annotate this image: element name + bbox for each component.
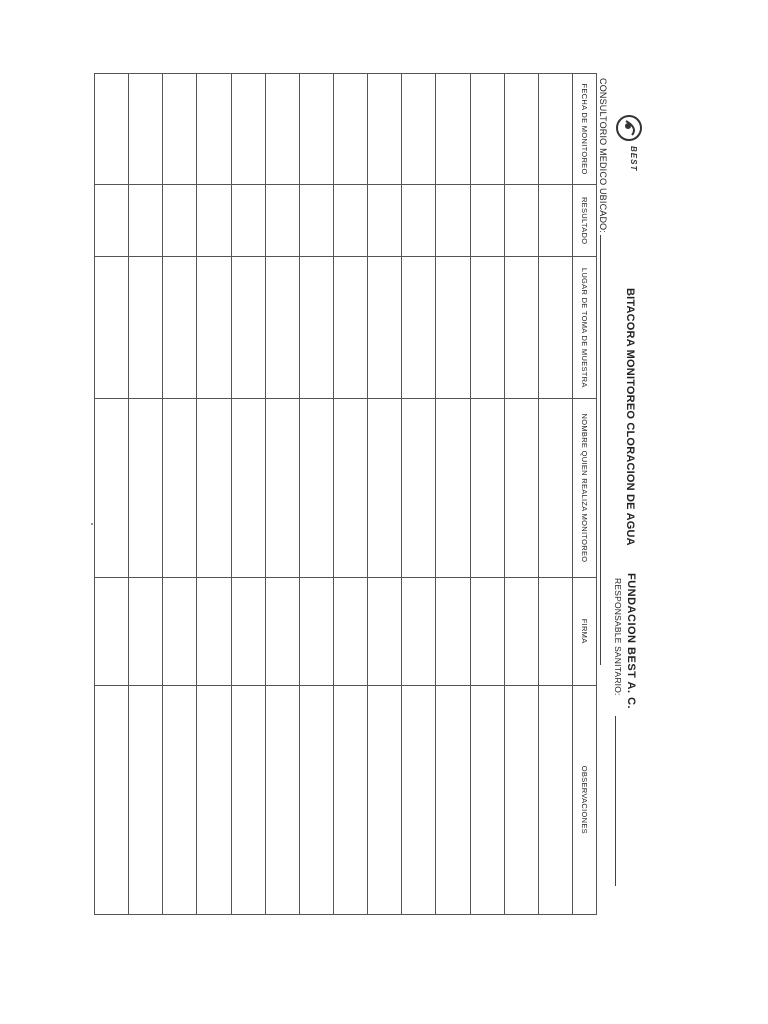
- table-cell[interactable]: [197, 685, 231, 914]
- table-row: [197, 74, 231, 915]
- table-cell[interactable]: [402, 185, 436, 257]
- foundation-emblem-icon: [614, 113, 644, 143]
- table-row: [402, 74, 436, 915]
- table-cell[interactable]: [231, 74, 265, 185]
- table-row: [334, 74, 368, 915]
- table-cell[interactable]: [436, 685, 470, 914]
- table-cell[interactable]: [470, 577, 504, 685]
- table-cell[interactable]: [402, 257, 436, 399]
- table-cell[interactable]: [129, 685, 163, 914]
- table-cell[interactable]: [299, 577, 333, 685]
- table-cell[interactable]: [436, 74, 470, 185]
- table-cell[interactable]: [504, 399, 538, 577]
- table-cell[interactable]: [231, 399, 265, 577]
- table-cell[interactable]: [402, 399, 436, 577]
- table-cell[interactable]: [163, 185, 197, 257]
- table-cell[interactable]: [538, 577, 572, 685]
- table-cell[interactable]: [504, 257, 538, 399]
- table-cell[interactable]: [334, 685, 368, 914]
- table-cell[interactable]: [334, 185, 368, 257]
- table-cell[interactable]: [163, 577, 197, 685]
- table-cell[interactable]: [95, 399, 129, 577]
- table-cell[interactable]: [504, 685, 538, 914]
- table-cell[interactable]: [334, 577, 368, 685]
- table-cell[interactable]: [231, 185, 265, 257]
- table-row: [129, 74, 163, 915]
- column-header: LUGAR DE TOMA DE MUESTRA: [573, 257, 597, 399]
- table-cell[interactable]: [368, 74, 402, 185]
- table-cell[interactable]: [129, 185, 163, 257]
- foundation-logo: [610, 113, 646, 191]
- table-cell[interactable]: [470, 257, 504, 399]
- table-cell[interactable]: [163, 399, 197, 577]
- table-row: [265, 74, 299, 915]
- table-cell[interactable]: [504, 577, 538, 685]
- table-row: [95, 74, 129, 915]
- table-cell[interactable]: [504, 185, 538, 257]
- table-cell[interactable]: [538, 399, 572, 577]
- table-cell[interactable]: [436, 185, 470, 257]
- table-body: [95, 74, 573, 915]
- table-cell[interactable]: [334, 74, 368, 185]
- table-cell[interactable]: [504, 74, 538, 185]
- form-title: BITACORA MONITOREO CLORACION DE AGUA: [624, 288, 636, 546]
- table-cell[interactable]: [265, 74, 299, 185]
- table-cell[interactable]: [95, 185, 129, 257]
- table-cell[interactable]: [197, 399, 231, 577]
- table-row: [231, 74, 265, 915]
- table-cell[interactable]: [538, 74, 572, 185]
- table-cell[interactable]: [197, 577, 231, 685]
- table-header: [573, 74, 597, 915]
- table-cell[interactable]: [470, 399, 504, 577]
- table-cell[interactable]: [368, 257, 402, 399]
- table-cell[interactable]: [299, 685, 333, 914]
- table-cell[interactable]: [538, 257, 572, 399]
- table-cell[interactable]: [402, 685, 436, 914]
- table-cell[interactable]: [470, 685, 504, 914]
- table-cell[interactable]: [436, 399, 470, 577]
- table-cell[interactable]: [299, 185, 333, 257]
- column-header: NOMBRE QUIEN REALIZA MONITOREO: [573, 399, 597, 577]
- table-row: [538, 74, 572, 915]
- column-header: FIRMA: [573, 577, 597, 685]
- table-row: [470, 74, 504, 915]
- table-cell[interactable]: [129, 74, 163, 185]
- table-cell[interactable]: [265, 185, 299, 257]
- table-cell[interactable]: [95, 257, 129, 399]
- monitoring-log-table: [94, 73, 597, 915]
- table-cell[interactable]: [163, 74, 197, 185]
- table-cell[interactable]: [368, 577, 402, 685]
- table-row: [368, 74, 402, 915]
- table-cell[interactable]: [334, 399, 368, 577]
- table-cell[interactable]: [436, 257, 470, 399]
- table-cell[interactable]: [265, 685, 299, 914]
- table-cell[interactable]: [368, 399, 402, 577]
- table-row: [436, 74, 470, 915]
- table-cell[interactable]: [163, 685, 197, 914]
- table-cell[interactable]: [299, 399, 333, 577]
- table-cell[interactable]: [402, 74, 436, 185]
- table-cell[interactable]: [402, 577, 436, 685]
- water-chlorination-log-sheet: [86, 73, 646, 917]
- scan-speck: [91, 523, 93, 525]
- table-cell[interactable]: [470, 185, 504, 257]
- responsable-field[interactable]: [613, 578, 625, 886]
- column-header: RESULTADO: [573, 185, 597, 257]
- table-cell[interactable]: [95, 685, 129, 914]
- table-cell[interactable]: [197, 185, 231, 257]
- table-cell[interactable]: [129, 257, 163, 399]
- table-cell[interactable]: [163, 257, 197, 399]
- table-cell[interactable]: [436, 577, 470, 685]
- responsable-input-line[interactable]: [615, 716, 625, 886]
- table-cell[interactable]: [95, 74, 129, 185]
- table-cell[interactable]: [95, 577, 129, 685]
- table-cell[interactable]: [231, 577, 265, 685]
- consultorio-label: CONSULTORIO MEDICO UBICADO:: [598, 78, 608, 234]
- organization-name: FUNDACION BEST A. C.: [625, 573, 637, 710]
- table-cell[interactable]: [265, 577, 299, 685]
- table-cell[interactable]: [299, 257, 333, 399]
- table-cell[interactable]: [368, 185, 402, 257]
- table-cell[interactable]: [470, 74, 504, 185]
- column-header: FECHA DE MONITOREO: [573, 74, 597, 185]
- table-cell[interactable]: [197, 257, 231, 399]
- table-cell[interactable]: [129, 399, 163, 577]
- table-cell[interactable]: [197, 74, 231, 185]
- consultorio-input-line[interactable]: [600, 235, 610, 665]
- table-cell[interactable]: [299, 74, 333, 185]
- logo-brand-text: BEST: [629, 146, 638, 172]
- responsable-label: RESPONSABLE SANITARIO:: [613, 578, 623, 696]
- table-cell[interactable]: [265, 257, 299, 399]
- table-header-row: [573, 74, 597, 915]
- table-row: [163, 74, 197, 915]
- consultorio-field[interactable]: [598, 78, 610, 665]
- table-row: [504, 74, 538, 915]
- table-cell[interactable]: [538, 185, 572, 257]
- table-cell[interactable]: [231, 685, 265, 914]
- table-row: [299, 74, 333, 915]
- table-cell[interactable]: [265, 399, 299, 577]
- column-header: OBSERVACIONES: [573, 685, 597, 914]
- table-cell[interactable]: [334, 257, 368, 399]
- table-cell[interactable]: [538, 685, 572, 914]
- table-cell[interactable]: [368, 685, 402, 914]
- table-cell[interactable]: [231, 257, 265, 399]
- table-cell[interactable]: [129, 577, 163, 685]
